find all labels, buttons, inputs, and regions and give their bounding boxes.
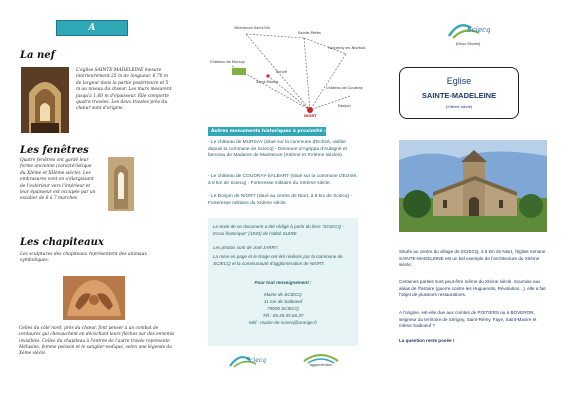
monument-coudray: - Le château de COUDRAY-SALBART (situé sur la commune d'Echiré, à 8 km de Sciecq) - Forteresse militaire du XIIIème siècle. [208, 174, 358, 186]
map-label: Château de Mursay [210, 60, 245, 64]
contact-line: 11 rue de Saiboeuf [263, 299, 303, 304]
map-label: Saint-Maxire [256, 80, 279, 84]
fenetres-text: Quatre fenêtres ont gardé leur forme ancienne (caractéristique du XIème et XIIème siècle). Les embrasures vont en s'élargissant de l'extérieur vers l'intérieur et leur épaisseur est occupée par un escalier de 6 à 7 marches [20, 158, 96, 202]
map-label: Fontenay-en-Niortais [328, 46, 366, 50]
map-label: Château de Coudray [326, 86, 363, 90]
logo-text: Sciecq [467, 26, 491, 34]
contact-line: 79000 SCIECQ [267, 306, 299, 311]
church-photo [399, 140, 547, 232]
map-label: Echiré [276, 70, 288, 74]
history-paragraph: Certaines parties sont peut-être même du XIème siècle. Soumise aux aléas de l'histoire (guerre contre les Huguenots, Révolution...), elle a fait l'objet de plusieurs restaurations. [399, 279, 546, 298]
credits-box [208, 218, 358, 346]
agglomeration-logo [302, 350, 340, 370]
chapiteaux-intro: Les sculptures des chapiteaux représentent des animaux symboliques. [20, 252, 147, 264]
map-label: Villeneuve-Saint-Vin [234, 26, 270, 30]
closing-question: La question reste posée ! [399, 338, 455, 343]
origin-paragraph: A l'origine, est-elle due aux comtes de POITIERS ou à BOVERON, seigneur du territoire de Sérigny, Saint-Rémy, Faye, Saint-Maxire et même Saiboeuf ? [399, 310, 537, 329]
section-banner: A L'INTERIEUR [56, 20, 128, 36]
sciecq-logo-cover [445, 18, 491, 48]
nef-photo [21, 67, 69, 133]
monument-donjon: - Le Donjon de NIORT (situé au centre de Niort, à 8 km de Sciecq) - Forteresse militaire du XIIème siècle. [208, 194, 353, 206]
map-label-niort: NIORT [304, 114, 317, 118]
contact-email[interactable]: Mél : mairie-de-sciecq@orange.fr [249, 320, 317, 325]
title-line1: Eglise [446, 76, 472, 86]
intro-paragraph: Située au centre du village de SCIECQ, à 8 km de Niort, l'église romane SAINTE-MADELEINE est un bel exemple de l'architecture du XIIème siècle. [399, 249, 546, 268]
title-line3: (XIIème siècle) [445, 104, 473, 109]
contact-title: Pour tout renseignement : [254, 280, 312, 285]
nef-heading: La nef [20, 50, 55, 61]
monument-mursay: - Le château de MURSAY (situé sur la commune d'Echiré, visible depuis la commune de Sciecq) - Demeure d'Agrippa d'Aubigné et berceau de Madame de Maintenon (XIIème et XVIème siècles). [208, 140, 347, 159]
logo-text: Sciecq [246, 357, 267, 364]
chapiteaux-caption: Celles du côté nord, près du chœur, font penser à un combat de centaures qui chevauchent en décochant leurs flèches sur des ennemis invisibles. Celles du chapiteau à l'entrée de l'autre travée représente Mélusine, femme poisson et le sanglier-vedique, selon une légende du Xème siècle. [19, 326, 175, 357]
chapiteau-photo [63, 276, 125, 320]
monuments-title: Autres monuments historiques à proximité : [208, 127, 326, 136]
chapiteaux-heading: Les chapiteaux [20, 237, 104, 248]
credit-text: Le texte de ce document a été rédigé à partir du livre "SCIECQ - Essai historique" (1933) de l'abbé SUIRE [213, 224, 344, 236]
logo2-text: agglomération [309, 363, 333, 367]
map-label: Sainte-Péréa [298, 31, 321, 35]
location-map [210, 24, 366, 120]
logo-caption: (Deux-Sèvres) [455, 42, 481, 46]
title-card [399, 67, 519, 119]
map-label: Donjon [338, 104, 351, 108]
nef-text: L'église SAINTE-MADELEINE mesure intérieurement 25 m de longueur, 6,70 m de largeur dans la partie postérieure et 5 m au niveau du chœur. Les murs mesurent jusqu'à 1,60 m d'épaisseur. Elle comporte quatre travées. Les deux travées près du chœur sont d'origine. [76, 68, 172, 112]
credit-layout: La mise en page et le tirage ont été réalisés par la commune de SCIECQ et la communauté d'agglomération de NIORT. [213, 254, 343, 266]
title-line2: SAINTE-MADELEINE [421, 91, 497, 100]
fenetres-heading: Les fenêtres [20, 145, 89, 156]
credit-photos: Les photos sont de Joël JARRY. [213, 245, 279, 250]
contact-line: Mairie de SCIECQ [264, 292, 302, 297]
column-interior [0, 0, 190, 400]
sciecq-logo [226, 350, 268, 370]
window-photo [108, 157, 134, 211]
column-monuments [192, 0, 380, 400]
column-cover [383, 0, 566, 400]
contact-phone: Tél : 05.49.35.66.37 [262, 313, 304, 318]
